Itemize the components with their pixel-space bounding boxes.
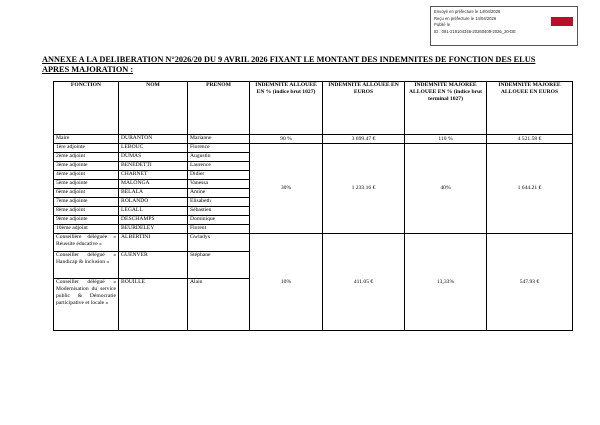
header-pct: INDEMNITE ALLOUEE EN % (indice brut 1027)	[250, 82, 323, 135]
cell-fonction: Maire	[54, 135, 119, 144]
cell-nom: BELALA	[119, 189, 188, 198]
stamp-published: Publié le	[434, 22, 451, 27]
cell-fonction: 1ère adjointe	[54, 144, 119, 153]
cell-nom: LEGALL	[119, 207, 188, 216]
cell-fonction: 4ème adjoint	[54, 171, 119, 180]
cell-prenom: Gwladys	[188, 234, 250, 252]
cell-nom: BOUILLE	[119, 279, 188, 331]
header-maj-pct: INDEMNITE MAJOREE ALLOUEE EN % (indice brut terminal 1027)	[405, 82, 487, 135]
table-row	[54, 144, 573, 153]
table-row-maire	[54, 135, 573, 144]
cell-pct-adjoints: 30%	[250, 144, 323, 234]
cell-maj-pct: 110 %	[405, 135, 487, 144]
cell-maj-pct-conseillers: 13,33%	[405, 234, 487, 331]
cell-prenom: Laurence	[188, 162, 250, 171]
cell-euros-conseillers: 411.05 €	[323, 234, 405, 331]
cell-prenom: Alain	[188, 279, 250, 331]
prefecture-stamp	[430, 6, 578, 46]
header-euros: INDEMNITE ALLOUEE EN EUROS	[323, 82, 405, 135]
cell-maj-euros-adjoints: 1 644.21 €	[487, 144, 573, 234]
document-title: ANNEXE A LA DELIBERATION N°2026/20 DU 9 AVRIL 2026 FIXANT LE MONTANT DES INDEMNITES DE FONCTION DES ELUS APRES MAJORATION :	[42, 55, 536, 74]
cell-nom: ROLANDO	[119, 198, 188, 207]
cell-prenom: Sébastien	[188, 207, 250, 216]
prefecture-logo	[551, 17, 573, 26]
cell-prenom: Stéphane	[188, 252, 250, 279]
cell-nom: BENEDETTI	[119, 162, 188, 171]
cell-nom: GUENVER	[119, 252, 188, 279]
cell-fonction: Conseiller délégué « Handicap & inclusion »	[54, 252, 119, 279]
cell-maj-euros: 4 521.58 €	[487, 135, 573, 144]
cell-prenom: Dominique	[188, 216, 250, 225]
cell-fonction: 7ème adjointe	[54, 198, 119, 207]
cell-fonction: Conseillère déléguée « Réussite éducative »	[54, 234, 119, 252]
cell-prenom: Florence	[188, 144, 250, 153]
cell-prenom: Marianne	[188, 135, 250, 144]
cell-prenom: Vanessa	[188, 180, 250, 189]
cell-maj-euros-conseillers: 547.93 €	[487, 234, 573, 331]
cell-nom: MALONGA	[119, 180, 188, 189]
header-maj-euros: INDEMNITE MAJOREE ALLOUEE EN EUROS	[487, 82, 573, 135]
cell-euros-adjoints: 1 233.16 €	[323, 144, 405, 234]
cell-pct: 90 %	[250, 135, 323, 144]
header-nom: NOM	[119, 82, 188, 135]
cell-prenom: Augustin	[188, 153, 250, 162]
cell-fonction: Conseiller délégué « Modernisation du service public & Démocratie participative et locale »	[54, 279, 119, 331]
indemnities-table	[53, 81, 573, 331]
cell-prenom: Florent	[188, 225, 250, 234]
cell-nom: BEURDELEY	[119, 225, 188, 234]
header-fonction: FONCTION	[54, 82, 119, 135]
cell-nom: DESCHAMPS	[119, 216, 188, 225]
cell-fonction: 9ème adjointe	[54, 216, 119, 225]
cell-fonction: 6ème adjoint	[54, 189, 119, 198]
cell-nom: LEBOUC	[119, 144, 188, 153]
cell-prenom: Elisabeth	[188, 198, 250, 207]
stamp-sent: Envoyé en préfecture le 14/04/2026	[434, 9, 501, 14]
cell-nom: DURANTON	[119, 135, 188, 144]
cell-nom: ALBERTINI	[119, 234, 188, 252]
cell-fonction: 2ème adjoint	[54, 153, 119, 162]
cell-maj-pct-adjoints: 40%	[405, 144, 487, 234]
cell-fonction: 10ème adjoint	[54, 225, 119, 234]
cell-fonction: 5ème adjointe	[54, 180, 119, 189]
stamp-received: Reçu en préfecture le 14/04/2026	[434, 15, 497, 21]
table-header-row	[54, 82, 573, 135]
header-prenom: PRENOM	[188, 82, 250, 135]
cell-fonction: 8ème adjoint	[54, 207, 119, 216]
cell-euros: 3 699.47 €	[323, 135, 405, 144]
cell-nom: DUMAS	[119, 153, 188, 162]
cell-pct-conseillers: 10%	[250, 234, 323, 331]
cell-prenom: Didier	[188, 171, 250, 180]
cell-fonction: 3ème adjointe	[54, 162, 119, 171]
table-row	[54, 234, 573, 252]
cell-prenom: Amine	[188, 189, 250, 198]
stamp-id: ID : 091-219104346-20260409-2026_20-DE	[434, 28, 516, 34]
cell-nom: CHARNET	[119, 171, 188, 180]
